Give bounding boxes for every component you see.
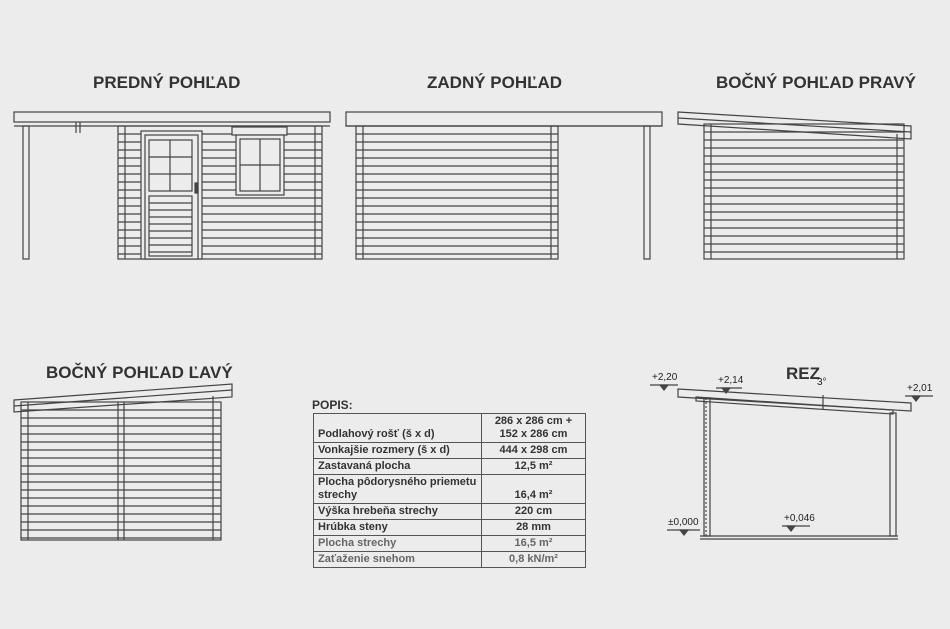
level-top-left: +2,20: [652, 372, 678, 383]
spec-value: 0,8 kN/m²: [482, 552, 586, 568]
spec-table: [313, 413, 586, 568]
spec-value: 286 x 286 cm + 152 x 286 cm: [482, 414, 586, 443]
spec-name: Plocha pôdorysného priemetu strechy: [314, 475, 482, 504]
right-side-view-title: BOČNÝ POHĽAD PRAVÝ: [716, 73, 916, 92]
level-mid: +2,14: [718, 375, 744, 386]
right-side-view-drawing: [678, 112, 911, 259]
spec-value: 16,4 m²: [482, 475, 586, 504]
level-ground: ±0,000: [668, 517, 699, 528]
spec-name: Plocha strechy: [314, 536, 482, 552]
spec-name: Vonkajšie rozmery (š x d): [314, 443, 482, 459]
back-view-drawing: [346, 112, 662, 259]
spec-label: POPIS:: [312, 398, 353, 412]
table-row: [314, 504, 586, 520]
section-view-title: REZ: [786, 364, 820, 383]
left-side-view-drawing: [14, 384, 232, 540]
spec-name: Zastavaná plocha: [314, 459, 482, 475]
table-row: [314, 443, 586, 459]
table-row: [314, 552, 586, 568]
spec-value: 12,5 m²: [482, 459, 586, 475]
spec-name: Výška hrebeňa strechy: [314, 504, 482, 520]
level-top-right: +2,01: [907, 383, 933, 394]
table-row: [314, 475, 586, 504]
table-row: [314, 520, 586, 536]
left-side-view-title: BOČNÝ POHĽAD ĽAVÝ: [46, 363, 233, 382]
spec-name: Zaťaženie snehom: [314, 552, 482, 568]
spec-value: 444 x 298 cm: [482, 443, 586, 459]
spec-value: 220 cm: [482, 504, 586, 520]
spec-name: Podlahový rošť (š x d): [314, 414, 482, 443]
spec-value: 28 mm: [482, 520, 586, 536]
spec-name: Hrúbka steny: [314, 520, 482, 536]
back-view-title: ZADNÝ POHĽAD: [427, 73, 563, 92]
roof-angle: 3°: [817, 377, 827, 388]
level-floor: +0,046: [784, 513, 815, 524]
front-view-drawing: [14, 112, 330, 259]
front-view-title: PREDNÝ POHĽAD: [93, 73, 241, 92]
table-row: [314, 414, 586, 443]
table-row: [314, 536, 586, 552]
table-row: [314, 459, 586, 475]
spec-value: 16,5 m²: [482, 536, 586, 552]
